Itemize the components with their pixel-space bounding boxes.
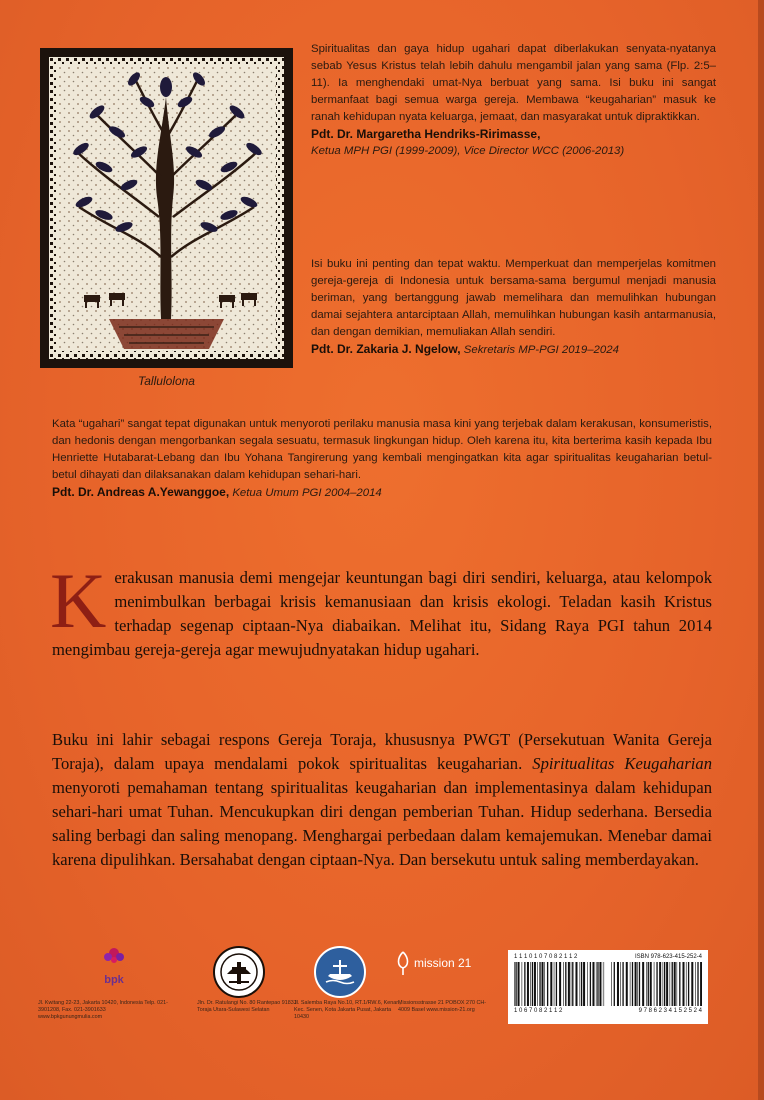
endorsement-author: Pdt. Dr. Zakaria J. Ngelow, — [311, 342, 461, 356]
blurb-paragraph-2 — [52, 728, 712, 872]
artwork-frame — [40, 48, 293, 368]
bpk-wordmark: bpk — [104, 974, 124, 986]
barcode-right-bars — [611, 962, 702, 1006]
barcode-bottom-left-digits: 1 0 6 7 0 8 2 1 1 2 — [514, 1008, 563, 1014]
endorsement-2 — [311, 256, 716, 359]
toraja-address: Jln. Dr. Ratulangi No. 80 Rantepao 91831 Toraja Utara-Sulawesi Selatan — [197, 1000, 297, 1013]
endorsement-text: Spiritualitas dan gaya hidup ugahari dapat diberlakukan senyata-nyatanya sebab Yesus Kristus telah lebih dahulu mengambil jalan yang sama (Flp. 2:5–11). Ia menghendaki umat-Nya berbuat yang sama. Isi buku ini sangat bermanfaat bagi semua warga gereja. Membawa “keugaharian” masuk ke ranah kehidupan nyata keluarga, jemaat, dan masyarakat untuk dipraktikkan. — [311, 43, 716, 123]
bpk-logo — [92, 945, 136, 989]
blurb-paragraph-2-text: menyoroti pemahaman tentang spiritualitas keugaharian dan implementasinya dalam kehidupan sehari-hari umat Tuhan. Mencukupkan diri dengan pemberian Tuhan. Hidup sederhana. Bersedia saling berbagi dan saling menopang. Menghargai perbedaan dalam kemajemukan. Menebar damai karena dipulihkan. Bersahabat dengan ciptaan-Nya. Dan bersekutu untuk saling memberdayakan. — [52, 778, 712, 869]
artwork-caption: Tallulolona — [138, 374, 195, 388]
endorsement-role: Sekretaris MP-PGI 2019–2024 — [463, 344, 619, 356]
endorsement-text: Isi buku ini penting dan tepat waktu. Memperkuat dan memperjelas komitmen gereja-gereja di Indonesia untuk bersama-sama bergumul menjadi manusia beriman, yang bertanggung jawab memelihara dan memulihkan hubungan damai sejahtera antarciptaan Allah, memulihkan hubungan kasih antarmanusia, dan dengan demikian, memuliakan Allah sendiri. — [311, 258, 716, 338]
oikoumene-ship-icon — [320, 952, 360, 992]
pgi-address: Jl. Salemba Raya No.10, RT.1/RW.6, Kenari, Kec. Senen, Kota Jakarta Pusat, Jakarta 10430 — [294, 1000, 401, 1020]
drop-cap: K — [50, 557, 107, 644]
endorsement-text: Kata “ugahari” sangat tepat digunakan untuk menyoroti perilaku manusia masa kini yang terjebak dalam kerakusan, konsumeristis, dan hedonis dengan mengorbankan segala sesuatu, termasuk lingkungan hidup. Oleh karena itu, kita berterima kasih kepada Ibu Henriette Hutabarat-Lebang dan Ibu Yohana Tangirerung yang kembali mengingatkan kita agar spiritualitas keugaharian betul-betul dihayati dan dilaksanakan dalam kehidupan sehari-hari. — [52, 418, 712, 481]
oikoumene-logo — [314, 946, 366, 998]
blurb-paragraph-1 — [50, 557, 712, 662]
bpk-flower-icon — [100, 945, 128, 969]
mission21-address: Missionsstrasse 21 POBOX 270 CH-4009 Basel www.mission-21.org — [398, 1000, 487, 1013]
barcode-left-bars — [514, 962, 605, 1006]
mission21-mark-icon — [396, 950, 410, 976]
toraja-emblem-icon — [219, 952, 259, 992]
blurb-paragraph-2-intro: Buku ini lahir sebagai respons Gereja Toraja, khususnya PWGT (Persekutuan Wanita Gereja Toraja), dalam upaya mendalami pokok spiritualitas keugaharian. — [52, 730, 712, 773]
endorsement-1 — [311, 41, 716, 160]
endorsement-role: Ketua Umum PGI 2004–2014 — [232, 487, 382, 499]
blurb-paragraph-1-text: erakusan manusia demi mengejar keuntungan bagi diri sendiri, keluarga, atau kelompok menimbulkan berbagai krisis kemanusiaan dan krisis ekologi. Teladan kasih Kristus terhadap segenap ciptaan-Nya diabaikan. Melihat itu, Sidang Raya PGI tahun 2014 mengimbau gereja-gereja agar mewujudnyatakan hidup ugahari. — [52, 568, 712, 659]
barcode-top-left-digits: 1 1 1 0 1 0 7 0 8 2 1 1 2 — [514, 954, 578, 960]
mission21-logo — [396, 950, 471, 976]
mission21-wordmark: mission 21 — [414, 956, 472, 970]
gereja-toraja-logo — [213, 946, 265, 998]
spine-edge — [758, 0, 764, 1100]
endorsement-3 — [52, 416, 712, 502]
tree-of-life-artwork — [49, 57, 284, 359]
endorsement-author: Pdt. Dr. Andreas A.Yewanggoe, — [52, 485, 230, 499]
barcode-bottom-right-digits: 9 7 8 6 2 3 4 1 5 2 5 2 4 — [638, 1008, 702, 1014]
book-title: Spiritualitas Keugaharian — [532, 754, 712, 773]
endorsement-author: Pdt. Dr. Margaretha Hendriks-Ririmasse, — [311, 127, 541, 141]
isbn-number: ISBN 978-623-415-252-4 — [634, 954, 702, 960]
endorsement-role: Ketua MPH PGI (1999-2009), Vice Director WCC (2006-2013) — [311, 145, 625, 157]
publisher-address: Jl. Kwitang 22-23, Jakarta 10420, Indonesia Telp. 021-3901208, Fax. 021-3901633 www.bpkgunungmulia.com — [38, 1000, 168, 1020]
tree-illustration — [49, 57, 284, 359]
isbn-barcode — [508, 950, 708, 1024]
